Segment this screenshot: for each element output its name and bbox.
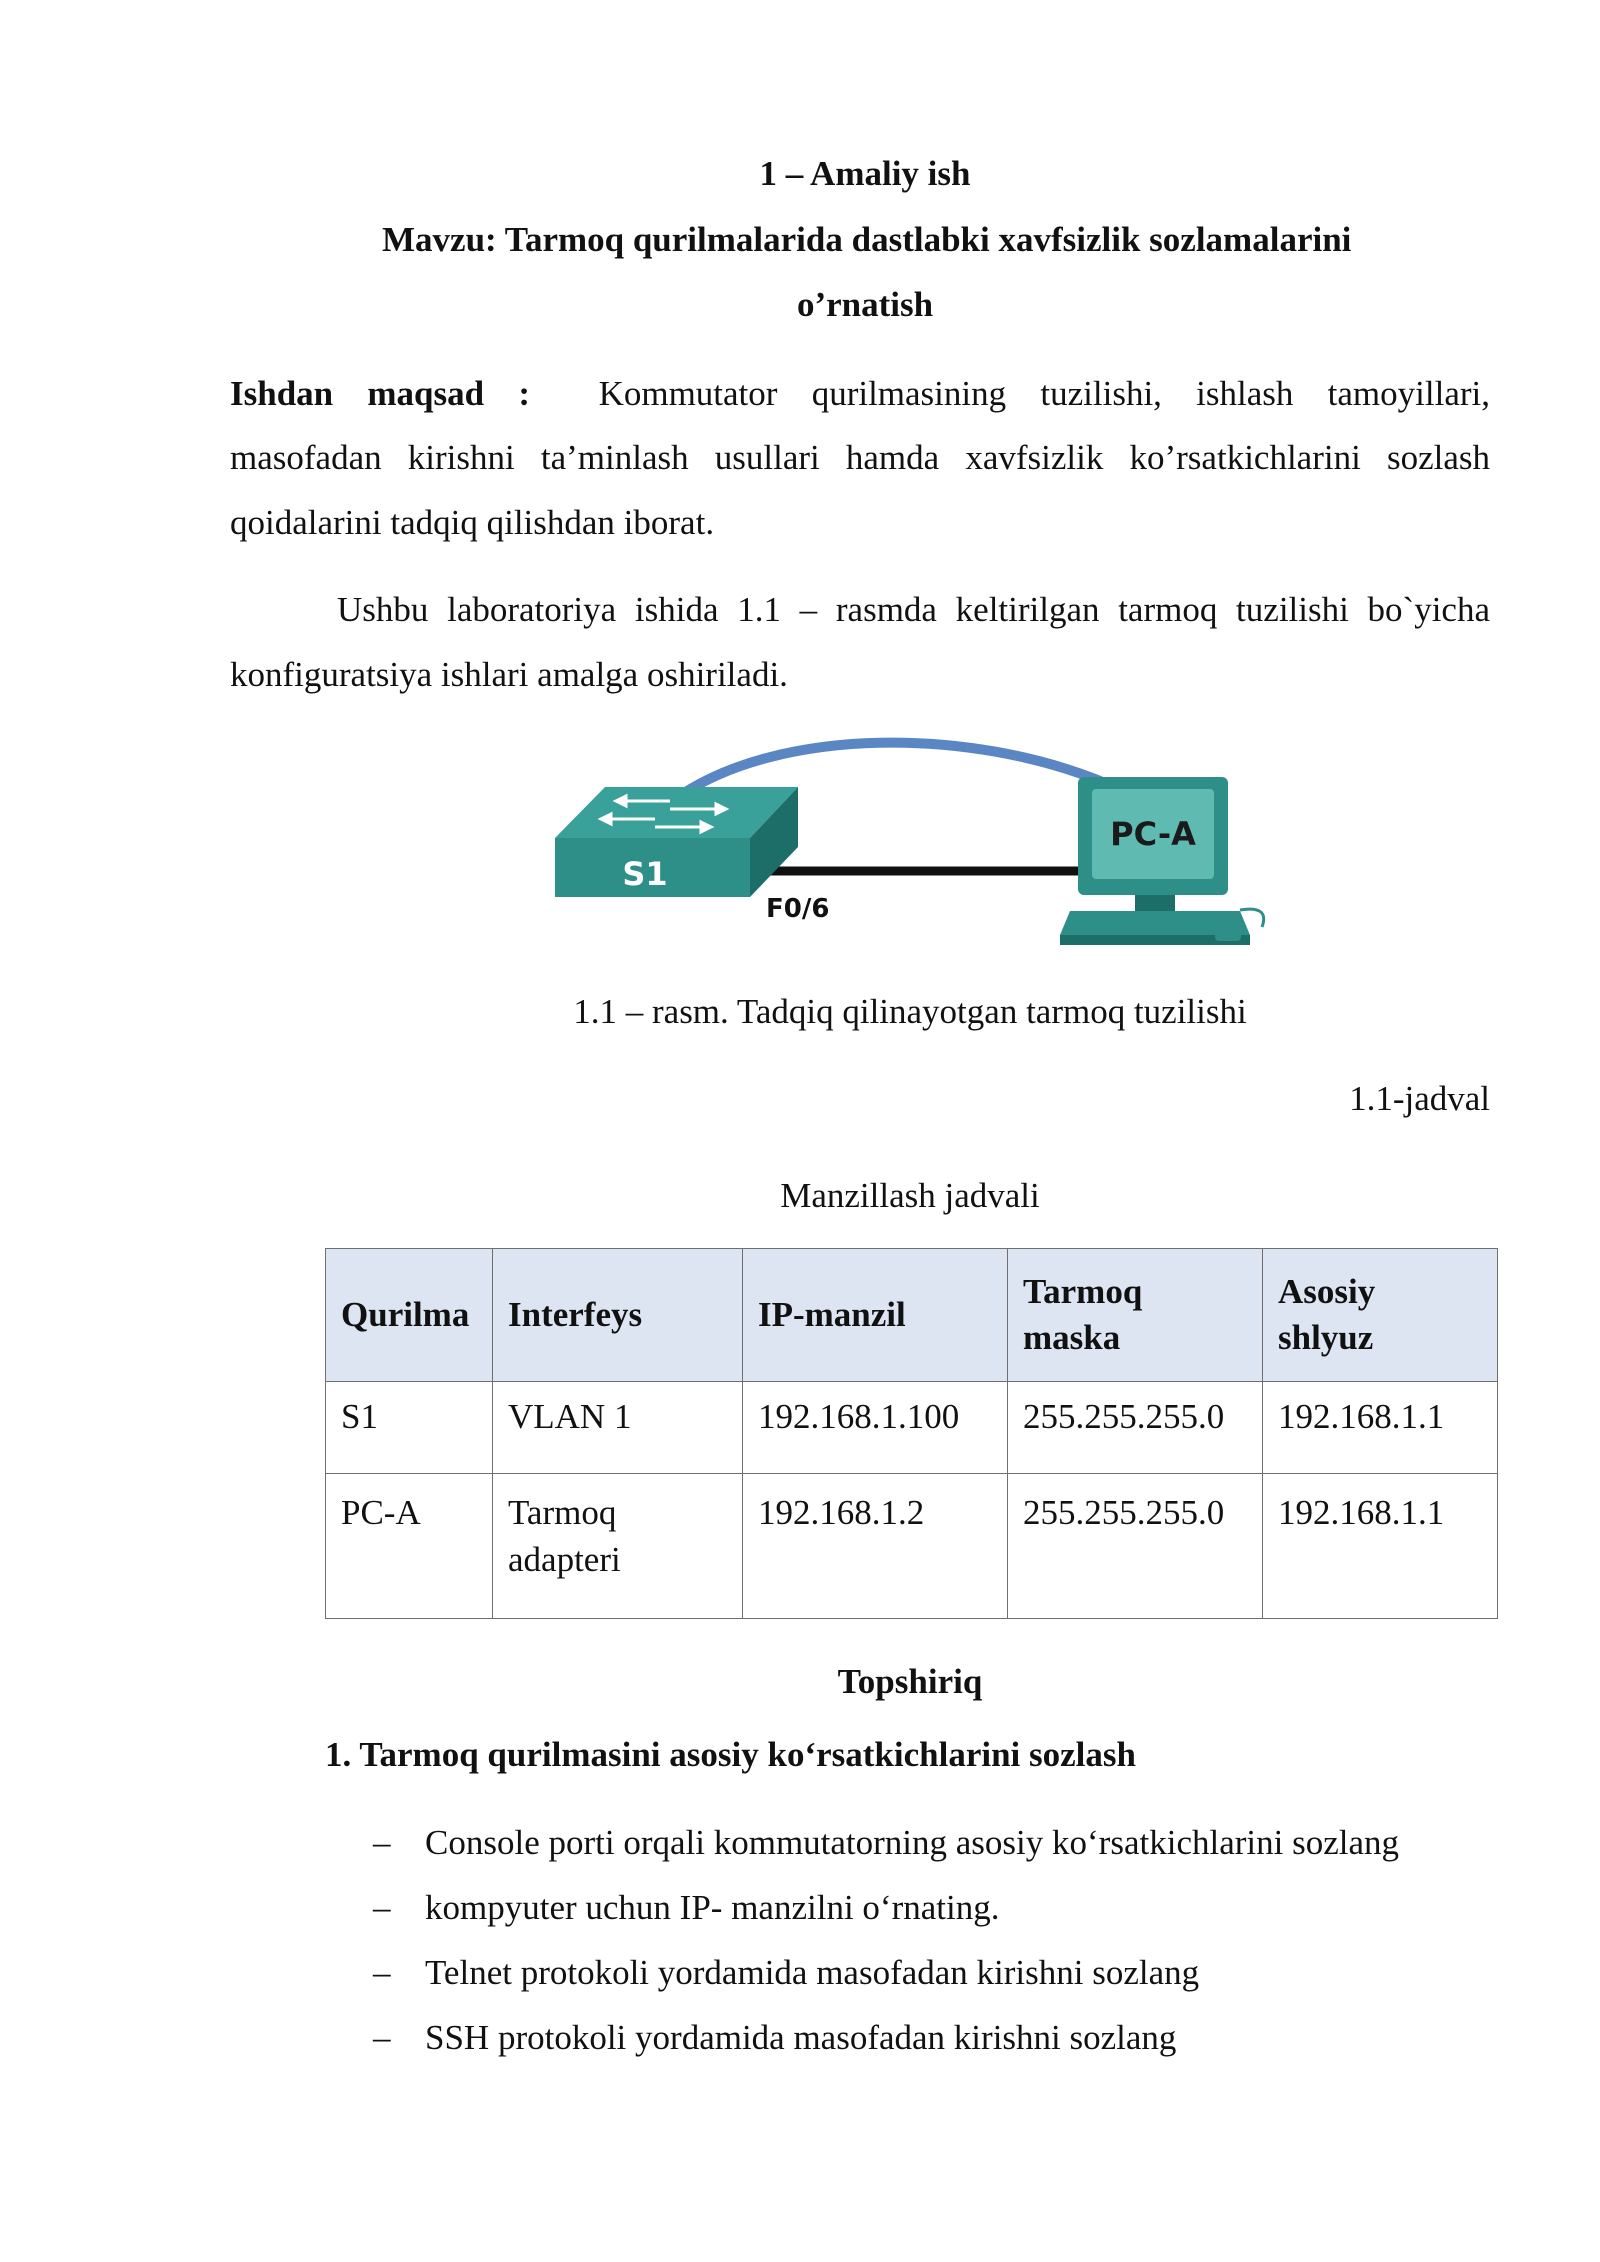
list-item-text: Telnet protokoli yordamida masofadan kirishni sozlang bbox=[425, 1953, 1200, 1992]
list-item-text: kompyuter uchun IP- manzilni o‘rnating. bbox=[425, 1888, 1000, 1927]
topic-title-line-1: Mavzu: Tarmoq qurilmalarida dastlabki xavfsizlik sozlamalarini bbox=[382, 220, 1352, 259]
network-topology-figure bbox=[550, 735, 1270, 950]
table-title: Manzillash jadvali bbox=[780, 1176, 1040, 1215]
cell-interface: Tarmoq adapteri bbox=[493, 1474, 743, 1619]
cell-default-gateway: 192.168.1.1 bbox=[1263, 1474, 1498, 1619]
bullet-dash: – bbox=[373, 1888, 391, 1927]
cell-interface: VLAN 1 bbox=[493, 1382, 743, 1474]
bullet-dash: – bbox=[373, 2018, 391, 2057]
port-label: F0/6 bbox=[766, 894, 830, 924]
figure-caption: 1.1 – rasm. Tadqiq qilinayotgan tarmoq tuzilishi bbox=[573, 992, 1247, 1031]
lab-intro-text-1: Ushbu laboratoriya ishida 1.1 – rasmda keltirilgan tarmoq tuzilishi bo`yicha bbox=[337, 590, 1490, 629]
header-default-gateway: Asosiy shlyuz bbox=[1263, 1249, 1498, 1382]
cell-ip-address: 192.168.1.100 bbox=[743, 1382, 1008, 1474]
cell-subnet-mask: 255.255.255.0 bbox=[1008, 1474, 1263, 1619]
switch-label: S1 bbox=[622, 855, 668, 893]
table-row bbox=[326, 1382, 1498, 1474]
computer-icon bbox=[1060, 777, 1264, 945]
switch-icon bbox=[555, 787, 798, 897]
list-item bbox=[373, 2016, 1176, 2060]
bullet-dash: – bbox=[373, 1953, 391, 1992]
lab-intro-line-2: konfiguratsiya ishlari amalga oshiriladi. bbox=[230, 655, 788, 694]
cell-device: S1 bbox=[326, 1382, 493, 1474]
list-item bbox=[373, 1951, 1199, 1995]
tasks-heading: 1. Tarmoq qurilmasini asosiy ko‘rsatkichlarini sozlash bbox=[325, 1735, 1136, 1774]
pc-label: PC-A bbox=[1110, 815, 1196, 853]
list-item-text: Console porti orqali kommutatorning asosiy ko‘rsatkichlarini sozlang bbox=[425, 1823, 1400, 1862]
lab-intro-line-1 bbox=[230, 588, 1490, 632]
list-item bbox=[373, 1821, 1399, 1865]
addressing-table bbox=[325, 1248, 1498, 1619]
cell-ip-address: 192.168.1.2 bbox=[743, 1474, 1008, 1619]
bullet-dash: – bbox=[373, 1823, 391, 1862]
header-subnet-mask: Tarmoq maska bbox=[1008, 1249, 1263, 1382]
header-ip-address: IP-manzil bbox=[743, 1249, 1008, 1382]
header-interface: Interfeys bbox=[493, 1249, 743, 1382]
cell-default-gateway: 192.168.1.1 bbox=[1263, 1382, 1498, 1474]
table-header-row bbox=[326, 1249, 1498, 1382]
table-number: 1.1-jadval bbox=[1349, 1079, 1490, 1118]
purpose-paragraph-line-3: qoidalarini tadqiq qilishdan iborat. bbox=[230, 503, 715, 542]
purpose-paragraph-line-1 bbox=[230, 372, 1490, 416]
topic-title-line-2: o’rnatish bbox=[796, 285, 934, 324]
list-item bbox=[373, 1886, 999, 1930]
cell-subnet-mask: 255.255.255.0 bbox=[1008, 1382, 1263, 1474]
work-number-title: 1 – Amaliy ish bbox=[759, 154, 971, 193]
purpose-text-1: Kommutator qurilmasining tuzilishi, ishlash tamoyillari, bbox=[598, 374, 1490, 413]
header-device: Qurilma bbox=[326, 1249, 493, 1382]
table-row bbox=[326, 1474, 1498, 1619]
cell-device: PC-A bbox=[326, 1474, 493, 1619]
purpose-label: Ishdan maqsad : bbox=[230, 374, 531, 413]
purpose-paragraph-line-2: masofadan kirishni ta’minlash usullari hamda xavfsizlik ko’rsatkichlarini sozlash bbox=[230, 438, 1490, 477]
tasks-title: Topshiriq bbox=[837, 1662, 983, 1701]
list-item-text: SSH protokoli yordamida masofadan kirishni sozlang bbox=[425, 2018, 1177, 2057]
